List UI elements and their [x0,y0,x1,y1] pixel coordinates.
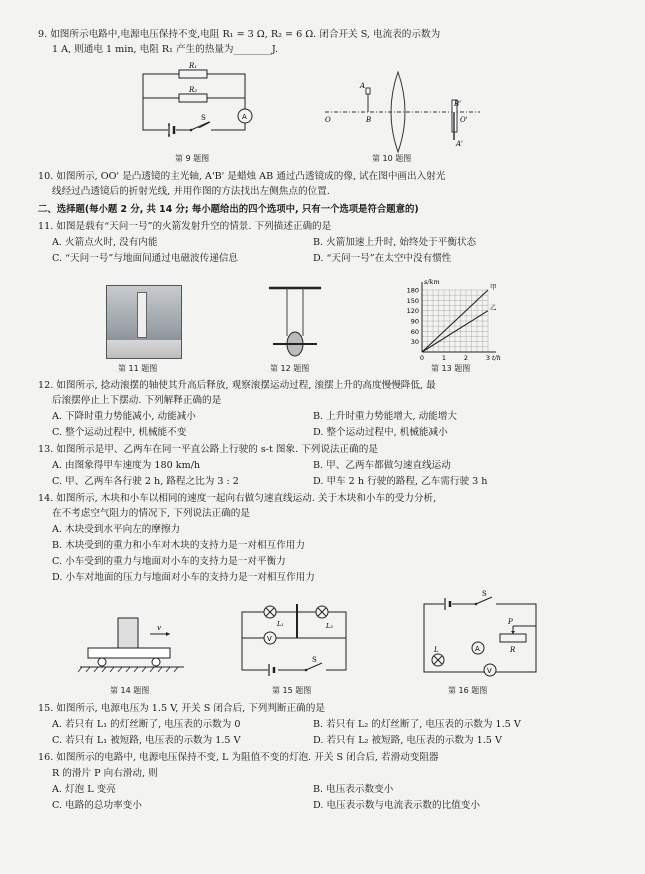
q16-option-a: A. 灯泡 L 变亮 [52,784,116,795]
fig16-circuit [418,590,543,678]
fig13-st-chart [392,280,512,362]
q11-option-d: D. “天问一号”在太空中没有惯性 [313,253,452,264]
x-tick-label: 3 [485,354,491,362]
fig15-voltmeter-label: V [267,635,272,643]
q15-option-d: D. 若只有 L₂ 被短路, 电压表的示数为 1.5 V [313,735,502,746]
q16-line2: R 的滑片 P 向右滑动, 则 [52,768,158,779]
q11-stem: 11. 如图是载有“天问一号”的火箭发射升空的情景. 下列描述正确的是 [38,221,332,232]
q15-option-c: C. 若只有 L₁ 被短路, 电压表的示数为 1.5 V [52,735,241,746]
x-tick-label: 0 [419,354,425,362]
x-axis-label: t/h [492,354,501,362]
q9-line2: 1 A, 则通电 1 min, 电阻 R₁ 产生的热量为________J. [52,44,279,55]
y-tick-label: 30 [410,338,419,347]
fig11-caption: 第 11 题图 [118,364,158,373]
q15-option-a: A. 若只有 L₁ 的灯丝断了, 电压表的示数为 0 [52,719,241,730]
fig13-caption: 第 13 题图 [431,364,471,373]
fig10-caption: 第 10 题图 [372,154,412,163]
q14-line2: 在不考虑空气阻力的情况下, 下列说法正确的是 [52,508,250,519]
q12-line1: 12. 如图所示, 捻动滚摆的轴使其升高后释放, 观察滚摆运动过程, 滚摆上升的高度慢慢降低, 最 [38,380,436,391]
fig10-o2-label: O' [460,116,468,124]
q14-option-c: C. 小车受到的重力与地面对小车的支持力是一对平衡力 [52,556,286,567]
fig15-l2-label: L₂ [326,622,333,630]
fig15-switch-label: S [312,656,317,664]
q12-option-c: C. 整个运动过程中, 机械能不变 [52,427,187,438]
q14-option-a: A. 木块受到水平向左的摩擦力 [52,524,181,535]
y-tick-label: 180 [406,286,419,295]
fig10-o-label: O [325,116,331,124]
fig12-maxwell-wheel [265,284,325,359]
q13-stem: 13. 如图所示是甲、乙两车在同一平直公路上行驶的 s-t 图象. 下列说法正确的是 [38,444,378,455]
series-label-1: 乙 [490,303,497,312]
fig12-caption: 第 12 题图 [270,364,310,373]
fig9-circuit [135,62,260,148]
fig14-caption: 第 14 题图 [110,686,150,695]
q14-line1: 14. 如图所示, 木块和小车以相同的速度一起向右做匀速直线运动. 关于木块和小车的受力分析, [38,493,437,504]
q13-option-d: D. 甲车 2 h 行驶的路程, 乙车需行驶 3 h [313,476,488,487]
fig16-switch-label: S [482,590,487,598]
q13-option-a: A. 由图象得甲车速度为 180 km/h [52,460,201,471]
x-tick-label: 1 [441,354,447,362]
q13-option-b: B. 甲、乙两车都做匀速直线运动 [313,460,451,471]
fig16-voltmeter-label: V [487,667,492,675]
fig9-r1-label: R₁ [189,62,198,70]
fig15-l1-label: L₁ [277,620,284,628]
fig16-ammeter-label: A [475,645,480,653]
q9-line1: 9. 如图所示电路中,电源电压保持不变,电阻 R₁ = 3 Ω, R₂ = 6 Ω. 闭合开关 S, 电流表的示数为 [38,29,441,40]
q11-option-b: B. 火箭加速上升时, 始终处于平衡状态 [313,237,477,248]
fig16-rheostat-label: R [510,646,516,654]
y-axis-label: s/km [424,278,440,286]
section-2-heading: 二、选择题(每小题 2 分, 共 14 分; 每小题给出的四个选项中, 只有一个选项是符合题意的) [38,204,419,215]
y-tick-label: 90 [410,317,419,326]
q10-line2: 线经过凸透镜后的折射光线, 并用作图的方法找出左侧焦点的位置. [52,186,330,197]
fig10-b2-label: B' [454,100,462,108]
fig9-switch-label: S [201,114,206,122]
q12-option-b: B. 上升时重力势能增大, 动能增大 [313,411,457,422]
fig10-b-label: B [366,116,372,124]
fig9-caption: 第 9 题图 [175,154,210,163]
fig16-slider-label: P [508,618,513,626]
fig10-lens-diagram [320,70,480,150]
q11-option-c: C. “天问一号”与地面间通过电磁波传递信息 [52,253,238,264]
q16-line1: 16. 如图所示的电路中, 电源电压保持不变, L 为阻值不变的灯泡. 开关 S 闭合后, 若滑动变阻器 [38,752,439,763]
y-tick-label: 60 [410,327,419,336]
fig15-caption: 第 15 题图 [272,686,312,695]
fig10-a2-label: A' [456,140,463,148]
fig16-caption: 第 16 题图 [448,686,488,695]
q13-option-c: C. 甲、乙两车各行驶 2 h, 路程之比为 3 : 2 [52,476,239,487]
q15-stem: 15. 如图所示, 电源电压为 1.5 V, 开关 S 闭合后, 下列判断正确的是 [38,703,325,714]
fig15-circuit [236,604,356,678]
fig16-lamp-label: L [434,646,439,654]
y-tick-label: 120 [406,307,419,316]
x-tick-label: 2 [463,354,469,362]
q12-line2: 后滚摆停止上下摆动. 下列解释正确的是 [52,395,222,406]
q12-option-a: A. 下降时重力势能减小, 动能减小 [52,411,196,422]
q16-option-d: D. 电压表示数与电流表示数的比值变小 [313,800,480,811]
q12-option-d: D. 整个运动过程中, 机械能减小 [313,427,448,438]
q11-option-a: A. 火箭点火时, 没有内能 [52,237,158,248]
q15-option-b: B. 若只有 L₂ 的灯丝断了, 电压表的示数为 1.5 V [313,719,521,730]
fig10-a-label: A [360,82,366,90]
y-tick-label: 150 [406,296,419,305]
q14-option-d: D. 小车对地面的压力与地面对小车的支持力是一对相互作用力 [52,572,315,583]
fig14-velocity-label: v [157,624,161,632]
fig9-ammeter-label: A [242,113,247,121]
q16-option-b: B. 电压表示数变小 [313,784,394,795]
fig11-rocket-photo [106,285,182,359]
q16-option-c: C. 电路的总功率变小 [52,800,142,811]
q14-option-b: B. 木块受到的重力和小车对木块的支持力是一对相互作用力 [52,540,305,551]
series-label-0: 甲 [490,283,497,291]
fig14-cart-diagram [80,612,190,676]
q10-line1: 10. 如图所示, OO' 是凸透镜的主光轴, A'B' 是蜡烛 AB 通过凸透镜成的像, 试在图中画出入射光 [38,171,446,182]
fig9-r2-label: R₂ [189,86,198,94]
